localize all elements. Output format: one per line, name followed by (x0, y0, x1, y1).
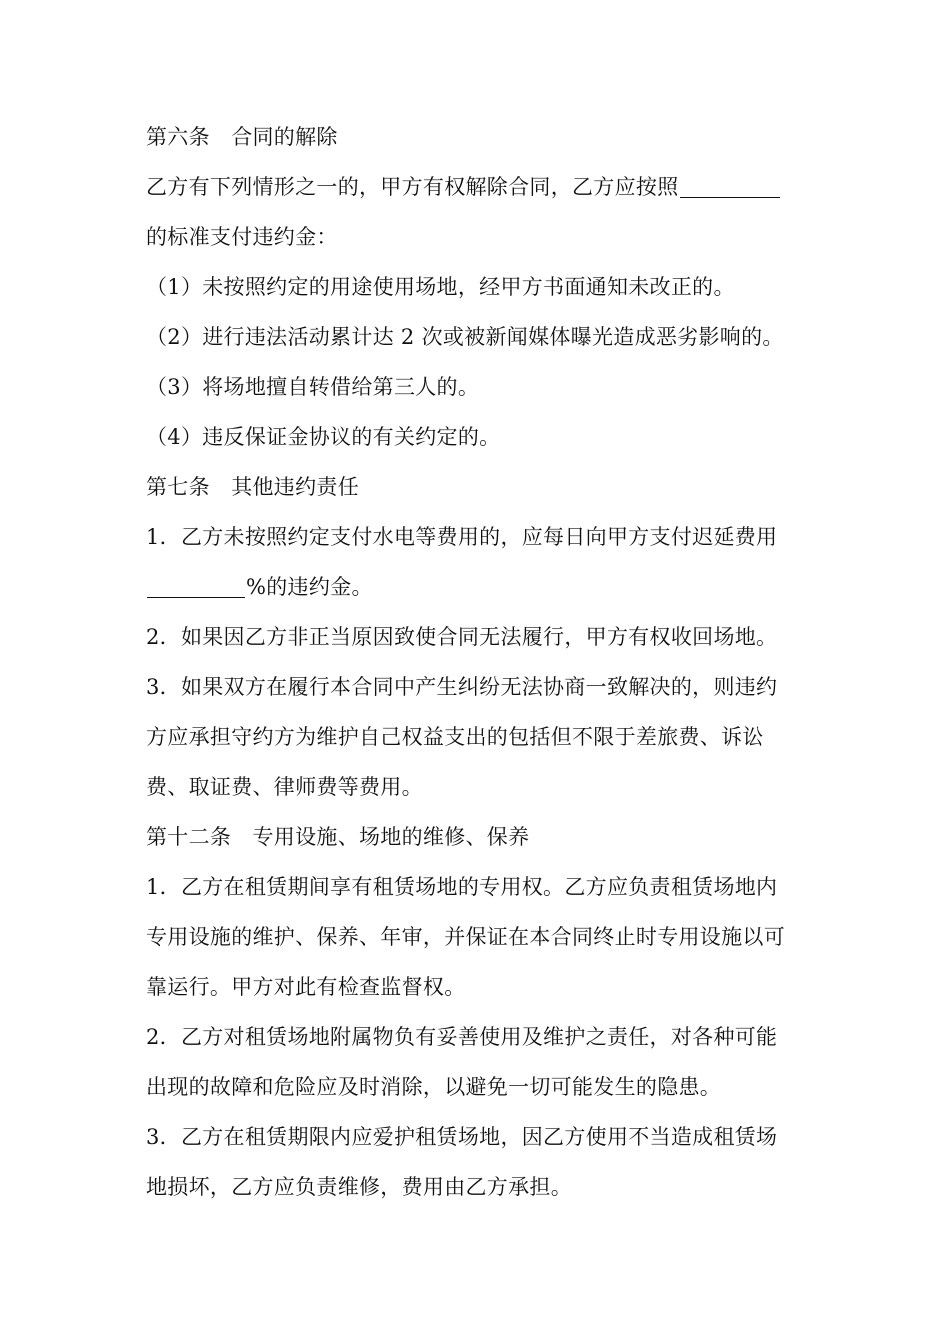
article6-intro-line1 (146, 162, 810, 212)
article12-clause3-line1: 3．乙方在租赁期限内应爱护租赁场地，因乙方使用不当造成租赁场 (146, 1125, 778, 1149)
article7-heading: 第七条 其他违约责任 (146, 475, 359, 499)
article7-clause1-suffix: %的违约金。 (246, 575, 373, 599)
article12-clause3-line2: 地损坏，乙方应负责维修，费用由乙方承担。 (146, 1175, 572, 1199)
article7-clause2: 2．如果因乙方非正当原因致使合同无法履行，甲方有权收回场地。 (146, 625, 778, 649)
article12-clause1-line1: 1．乙方在租赁期间享有租赁场地的专用权。乙方应负责租赁场地内 (146, 875, 778, 899)
article7-clause3-line3: 费、取证费、律师费等费用。 (146, 775, 423, 799)
article6-intro-line2: 的标准支付违约金： (146, 225, 338, 249)
document-page (146, 112, 810, 1212)
article12-clause1-line3: 靠运行。甲方对此有检查监督权。 (146, 975, 466, 999)
article12-clause2-line2: 出现的故障和危险应及时消除，以避免一切可能发生的隐患。 (146, 1075, 722, 1099)
article7-clause1-line1: 1．乙方未按照约定支付水电等费用的，应每日向甲方支付迟延费用 (146, 525, 778, 549)
article6-heading: 第六条 合同的解除 (146, 125, 338, 149)
article7-clause1-line2 (146, 562, 810, 612)
article6-item-4: （4）违反保证金协议的有关约定的。 (146, 425, 501, 449)
penalty-standard-blank (680, 175, 780, 198)
article7-clause3-line2: 方应承担守约方为维护自己权益支出的包括但不限于差旅费、诉讼 (146, 725, 764, 749)
article12-clause2-line1: 2．乙方对租赁场地附属物负有妥善使用及维护之责任，对各种可能 (146, 1025, 778, 1049)
article12-heading: 第十二条 专用设施、场地的维修、保养 (146, 825, 530, 849)
article6-intro-text: 乙方有下列情形之一的，甲方有权解除合同，乙方应按照 (146, 175, 679, 199)
article6-item-1: （1）未按照约定的用途使用场地，经甲方书面通知未改正的。 (146, 275, 735, 299)
article12-clause1-line2: 专用设施的维护、保养、年审，并保证在本合同终止时专用设施以可 (146, 925, 785, 949)
delay-fee-percent-blank (147, 575, 245, 598)
article7-clause3-line1: 3．如果双方在履行本合同中产生纠纷无法协商一致解决的，则违约 (146, 675, 778, 699)
article6-item-2: （2）进行违法活动累计达 2 次或被新闻媒体曝光造成恶劣影响的。 (146, 325, 784, 349)
article6-item-3: （3）将场地擅自转借给第三人的。 (146, 375, 480, 399)
